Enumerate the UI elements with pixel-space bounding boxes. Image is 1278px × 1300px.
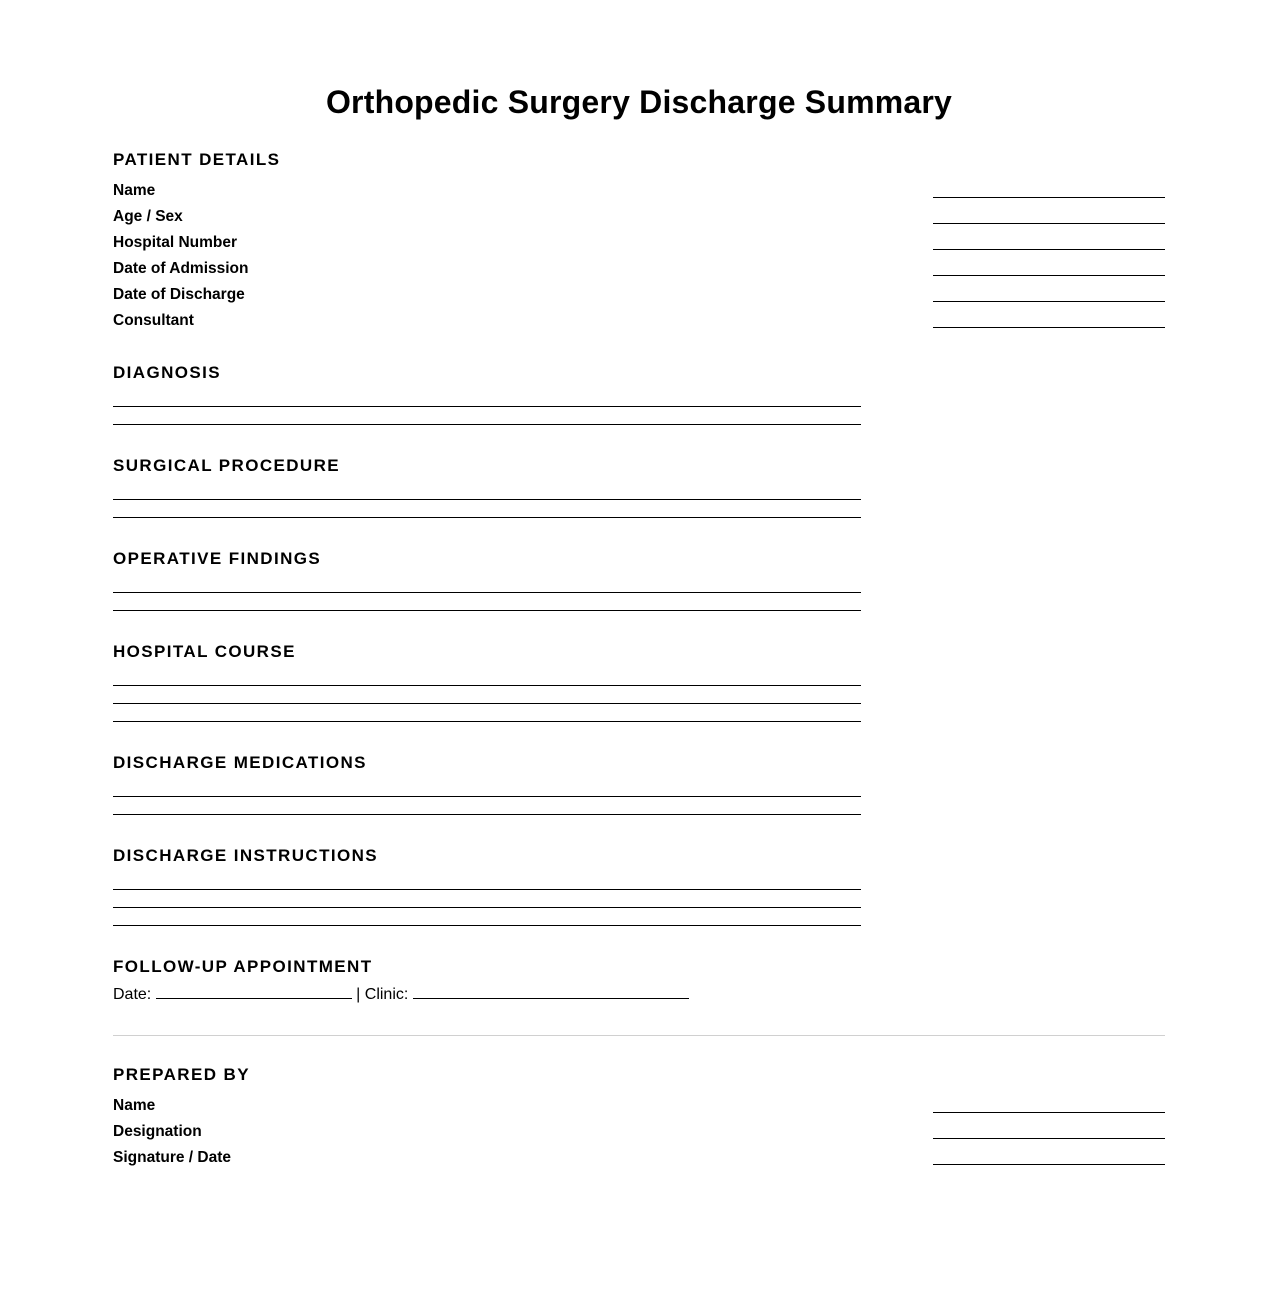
date-of-discharge-field[interactable] xyxy=(933,301,1165,302)
date-of-discharge-label: Date of Discharge xyxy=(113,286,245,303)
designation-label: Designation xyxy=(113,1123,202,1140)
patient-details-heading: PATIENT DETAILS xyxy=(113,150,281,169)
consultant-label: Consultant xyxy=(113,312,194,329)
date-of-admission-field[interactable] xyxy=(933,275,1165,276)
surgical-procedure-heading: SURGICAL PROCEDURE xyxy=(113,456,341,475)
hospital-course-line-2[interactable] xyxy=(113,703,861,704)
diagnosis-heading: DIAGNOSIS xyxy=(113,363,222,382)
follow-up-date-field[interactable] xyxy=(156,984,352,999)
follow-up-heading: FOLLOW-UP APPOINTMENT xyxy=(113,957,373,976)
preparer-name-field[interactable] xyxy=(933,1112,1165,1113)
discharge-instructions-line-3[interactable] xyxy=(113,925,861,926)
surgical-procedure-line-2[interactable] xyxy=(113,517,861,518)
follow-up-row xyxy=(113,984,689,1004)
discharge-medications-line-1[interactable] xyxy=(113,796,861,797)
follow-up-clinic-field[interactable] xyxy=(413,984,689,999)
discharge-instructions-heading: DISCHARGE INSTRUCTIONS xyxy=(113,846,379,865)
hospital-course-line-1[interactable] xyxy=(113,685,861,686)
follow-up-separator: | xyxy=(356,986,361,1003)
follow-up-date-label: Date: xyxy=(113,986,152,1003)
patient-name-label: Name xyxy=(113,182,156,199)
signature-date-field[interactable] xyxy=(933,1164,1165,1165)
diagnosis-line-1[interactable] xyxy=(113,406,861,407)
preparer-name-label: Name xyxy=(113,1097,156,1114)
age-sex-label: Age / Sex xyxy=(113,208,183,225)
diagnosis-line-2[interactable] xyxy=(113,424,861,425)
hospital-course-line-3[interactable] xyxy=(113,721,861,722)
prepared-by-heading: PREPARED BY xyxy=(113,1065,250,1084)
follow-up-clinic-label: Clinic: xyxy=(364,986,409,1003)
page-title: Orthopedic Surgery Discharge Summary xyxy=(325,84,953,120)
hospital-course-heading: HOSPITAL COURSE xyxy=(113,642,296,661)
discharge-instructions-line-2[interactable] xyxy=(113,907,861,908)
operative-findings-heading: OPERATIVE FINDINGS xyxy=(113,549,322,568)
discharge-medications-line-2[interactable] xyxy=(113,814,861,815)
date-of-admission-label: Date of Admission xyxy=(113,260,249,277)
signature-date-label: Signature / Date xyxy=(113,1149,231,1166)
discharge-instructions-line-1[interactable] xyxy=(113,889,861,890)
surgical-procedure-line-1[interactable] xyxy=(113,499,861,500)
operative-findings-line-1[interactable] xyxy=(113,592,861,593)
discharge-medications-heading: DISCHARGE MEDICATIONS xyxy=(113,753,367,772)
section-divider xyxy=(113,1035,1165,1036)
designation-field[interactable] xyxy=(933,1138,1165,1139)
hospital-number-label: Hospital Number xyxy=(113,234,238,251)
age-sex-field[interactable] xyxy=(933,223,1165,224)
hospital-number-field[interactable] xyxy=(933,249,1165,250)
consultant-field[interactable] xyxy=(933,327,1165,328)
patient-name-field[interactable] xyxy=(933,197,1165,198)
operative-findings-line-2[interactable] xyxy=(113,610,861,611)
